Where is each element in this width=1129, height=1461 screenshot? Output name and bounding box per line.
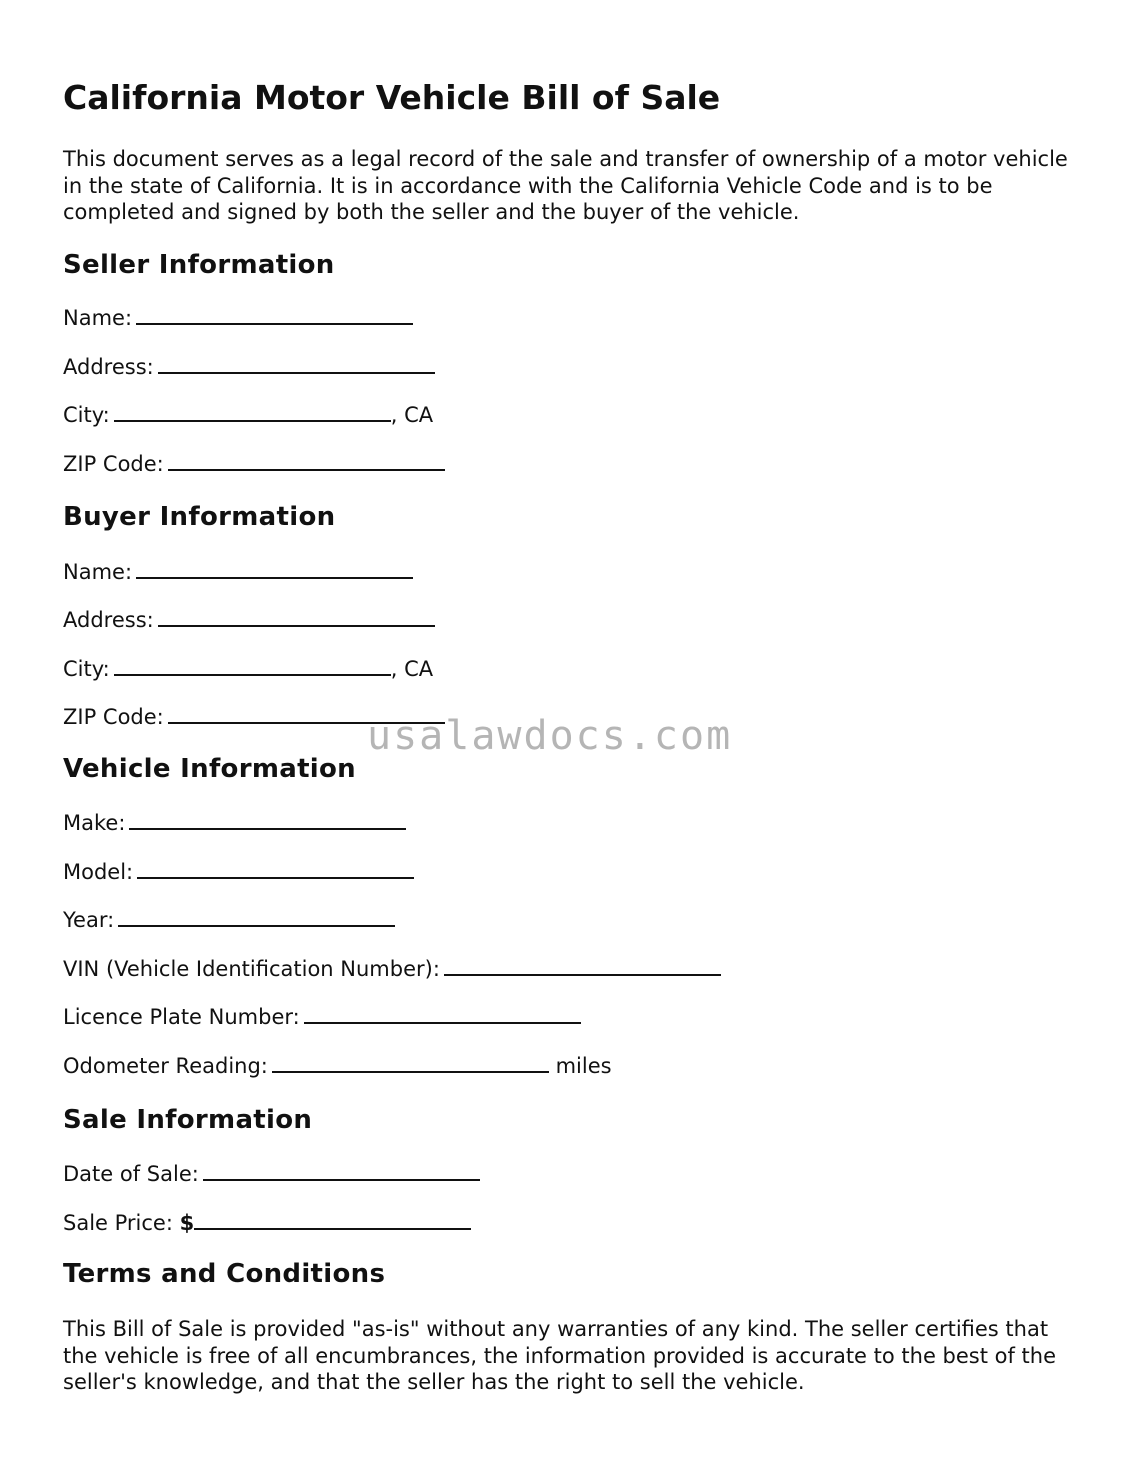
seller-address-blank[interactable] xyxy=(158,354,435,374)
seller-name-label: Name: xyxy=(63,306,133,330)
buyer-zip-label: ZIP Code: xyxy=(63,705,164,729)
buyer-name-label: Name: xyxy=(63,560,133,584)
vehicle-vin-field xyxy=(63,955,721,983)
vehicle-vin-label: VIN (Vehicle Identification Number): xyxy=(63,957,440,981)
terms-paragraph: This Bill of Sale is provided "as-is" without any warranties of any kind. The seller certifies that the vehicle is free of all encumbrances, the information provided is accurate to the best of the seller's knowledge, and that the seller has the right to sell the vehicle. xyxy=(63,1317,1057,1394)
vehicle-section-heading: Vehicle Information xyxy=(63,754,356,784)
buyer-city-state: , CA xyxy=(390,657,434,681)
buyer-address-blank[interactable] xyxy=(158,607,435,627)
buyer-address-field xyxy=(63,606,435,634)
vehicle-model-blank[interactable] xyxy=(137,859,414,879)
buyer-city-field xyxy=(63,655,433,683)
terms-section-heading: Terms and Conditions xyxy=(63,1259,386,1289)
vehicle-year-blank[interactable] xyxy=(118,907,395,927)
seller-name-blank[interactable] xyxy=(136,305,413,325)
vehicle-odometer-label: Odometer Reading: xyxy=(63,1054,268,1078)
seller-city-state: , CA xyxy=(390,403,434,427)
vehicle-vin-blank[interactable] xyxy=(444,956,721,976)
sale-price-blank[interactable] xyxy=(194,1210,471,1230)
watermark-text: usalawdocs.com xyxy=(367,713,733,759)
buyer-city-label: City: xyxy=(63,657,110,681)
seller-zip-label: ZIP Code: xyxy=(63,452,164,476)
vehicle-year-field xyxy=(63,906,395,934)
seller-city-blank[interactable] xyxy=(114,402,391,422)
vehicle-plate-field xyxy=(63,1003,581,1031)
seller-zip-blank[interactable] xyxy=(168,451,445,471)
vehicle-year-label: Year: xyxy=(63,908,115,932)
seller-address-label: Address: xyxy=(63,355,154,379)
sale-price-field xyxy=(63,1209,471,1237)
buyer-section-heading: Buyer Information xyxy=(63,502,336,532)
seller-zip-field xyxy=(63,450,445,478)
vehicle-make-blank[interactable] xyxy=(129,810,406,830)
buyer-name-blank[interactable] xyxy=(136,559,413,579)
vehicle-odometer-unit: miles xyxy=(555,1054,612,1078)
sale-price-label: Sale Price: xyxy=(63,1211,173,1235)
vehicle-plate-blank[interactable] xyxy=(304,1004,581,1024)
buyer-address-label: Address: xyxy=(63,608,154,632)
vehicle-make-field xyxy=(63,809,406,837)
seller-city-label: City: xyxy=(63,403,110,427)
seller-city-field xyxy=(63,401,433,429)
seller-name-field xyxy=(63,304,413,332)
seller-address-field xyxy=(63,353,435,381)
vehicle-model-label: Model: xyxy=(63,860,134,884)
intro-paragraph: This document serves as a legal record of the sale and transfer of ownership of a motor vehicle in the state of California. It is in accordance with the California Vehicle Code and is to be completed and signed by both the seller and the buyer of the vehicle. xyxy=(63,147,1068,224)
buyer-city-blank[interactable] xyxy=(114,656,391,676)
sale-date-blank[interactable] xyxy=(203,1161,480,1181)
vehicle-plate-label: Licence Plate Number: xyxy=(63,1005,300,1029)
vehicle-model-field xyxy=(63,858,414,886)
sale-section-heading: Sale Information xyxy=(63,1105,313,1135)
seller-section-heading: Seller Information xyxy=(63,250,335,280)
sale-date-field xyxy=(63,1160,480,1188)
vehicle-odometer-field xyxy=(63,1052,612,1080)
sale-date-label: Date of Sale: xyxy=(63,1162,199,1186)
vehicle-make-label: Make: xyxy=(63,811,126,835)
buyer-name-field xyxy=(63,558,413,586)
sale-price-currency: $ xyxy=(179,1211,195,1235)
vehicle-odometer-blank[interactable] xyxy=(272,1053,549,1073)
document-title: California Motor Vehicle Bill of Sale xyxy=(63,78,721,117)
